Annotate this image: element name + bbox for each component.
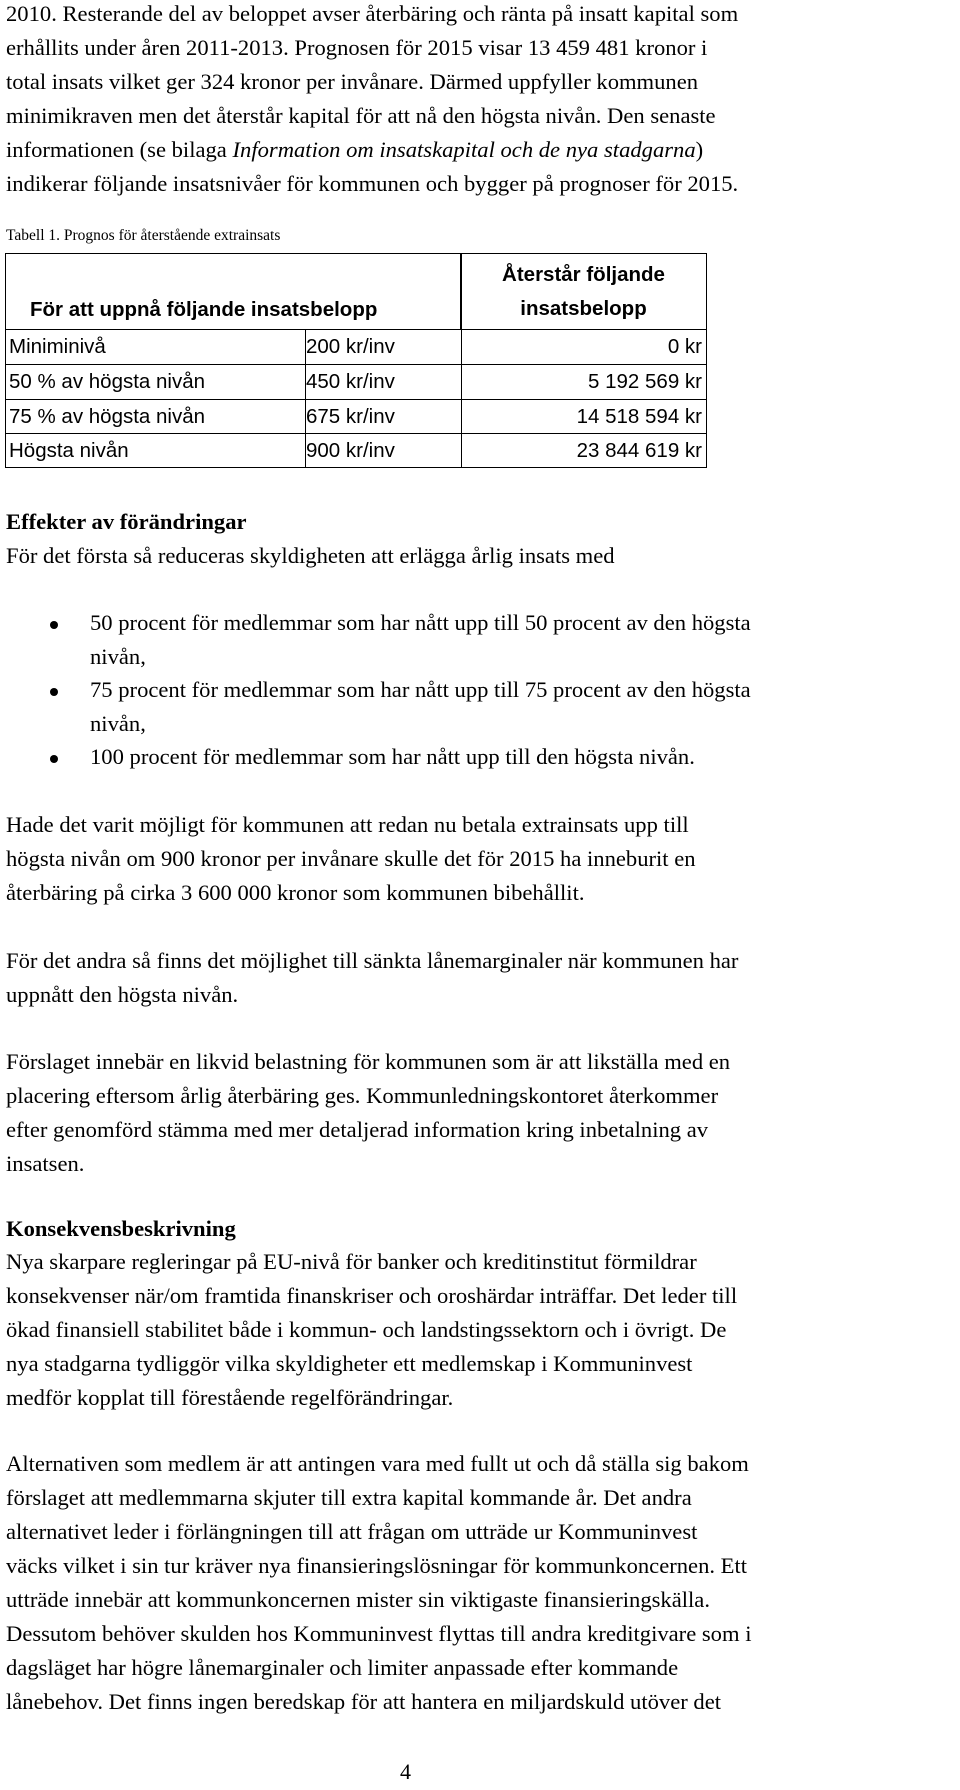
effects-heading: Effekter av förändringar <box>6 509 247 534</box>
table-row <box>6 399 706 434</box>
paragraph-line: efter genomförd stämma med mer detaljerad information kring inbetalning av <box>6 1117 709 1142</box>
paragraph-line: Hade det varit möjligt för kommunen att redan nu betala extrainsats upp till <box>6 812 689 837</box>
paragraph-line: Dessutom behöver skulden hos Kommuninvest flyttas till andra kreditgivare som i <box>6 1621 752 1646</box>
paragraph-line: förslaget att medlemmarna skjuter till extra kapital kommande år. Det andra <box>6 1485 692 1510</box>
list-item-line: 100 procent för medlemmar som har nått upp till den högsta nivån. <box>90 744 695 769</box>
row-amount: 450 kr/inv <box>306 370 395 393</box>
list-item-line: 75 procent för medlemmar som har nått upp till 75 procent av den högsta <box>90 677 751 702</box>
intro-line-post: ) <box>695 137 704 162</box>
attachment-title: Information om insatskapital och de nya stadgarna <box>232 137 696 162</box>
effects-lead <box>6 539 946 573</box>
intro-line-tail: Den senaste <box>601 103 716 128</box>
list-item-text <box>90 606 950 674</box>
effects-paragraph-2 <box>6 944 946 1012</box>
paragraph-line: uppnått den högsta nivån. <box>6 982 239 1007</box>
intro-line: total insats vilket ger 324 kronor per invånare. Därmed uppfyller kommunen <box>6 69 699 94</box>
intro-line: 2010. Resterande del av beloppet avser återbäring och ränta på insatt kapital som <box>6 1 739 26</box>
effects-paragraph-3 <box>6 1045 946 1181</box>
intro-line: indikerar följande insatsnivåer för kommunen och bygger på prognoser för 2015. <box>6 171 739 196</box>
table-header-level <box>6 254 461 329</box>
list-item-line: nivån, <box>90 644 146 669</box>
list-item-line: nivån, <box>90 711 146 736</box>
row-level: 50 % av högsta nivån <box>9 370 206 393</box>
paragraph-line: placering eftersom årlig återbäring ges. Kommunledningskontoret återkommer <box>6 1083 719 1108</box>
bullet-icon <box>50 755 58 763</box>
paragraph-line: Förslaget innebär en likvid belastning för kommunen som är att likställa med en <box>6 1049 731 1074</box>
page-number: 4 <box>400 1759 411 1784</box>
list-item-text <box>90 740 950 774</box>
row-remaining: 23 844 619 kr <box>576 439 702 462</box>
row-level: 75 % av högsta nivån <box>9 405 206 428</box>
header-col1-label: För att uppnå följande insatsbelopp <box>30 298 378 321</box>
row-remaining: 14 518 594 kr <box>576 405 702 428</box>
effects-lead-line: För det första så reduceras skyldigheten att erlägga årlig insats med <box>6 543 615 568</box>
bullet-icon <box>50 621 58 629</box>
row-level: Miniminivå <box>9 335 106 358</box>
effects-paragraph-1 <box>6 808 946 910</box>
intro-line <box>6 133 946 167</box>
row-level: Högsta nivån <box>9 439 129 462</box>
paragraph-line: väcks vilket i sin tur kräver nya finansieringslösningar för kommunkoncernen. Ett <box>6 1553 748 1578</box>
list-item-text <box>90 673 950 741</box>
paragraph-line: För det andra så finns det möjlighet till sänkta lånemarginaler när kommunen har <box>6 948 739 973</box>
intro-line-pre: informationen (se bilaga <box>6 137 233 162</box>
row-amount: 900 kr/inv <box>306 439 395 462</box>
table-row <box>6 433 706 468</box>
paragraph-line: Alternativen som medlem är att antingen vara med fullt ut och då ställa sig bakom <box>6 1451 749 1476</box>
table-row <box>6 364 706 399</box>
list-item-line: 50 procent för medlemmar som har nått upp till 50 procent av den högsta <box>90 610 751 635</box>
paragraph-line: lånebehov. Det finns ingen beredskap för att hantera en miljardskuld utöver det <box>6 1689 722 1714</box>
intro-line-text: minimikraven men det återstår kapital för att nå den högsta nivån. <box>6 103 602 128</box>
paragraph-line: återbäring på cirka 3 600 000 kronor som kommunen bibehållit. <box>6 880 585 905</box>
forecast-table <box>5 253 707 468</box>
table-header-remaining <box>461 254 706 329</box>
paragraph-line: utträde innebär att kommunkoncernen mister sin viktigaste finansieringskälla. <box>6 1587 710 1612</box>
intro-line: erhållits under åren 2011-2013. Prognosen för 2015 visar 13 459 481 kronor i <box>6 35 708 60</box>
paragraph-line: ökad finansiell stabilitet både i kommun- och landstingssektorn och i övrigt. De <box>6 1317 727 1342</box>
paragraph-line: nya stadgarna tydliggör vilka skyldigheter ett medlemskap i Kommuninvest <box>6 1351 693 1376</box>
paragraph-line: alternativet leder i förlängningen till att frågan om utträde ur Kommuninvest <box>6 1519 698 1544</box>
row-amount: 675 kr/inv <box>306 405 395 428</box>
paragraph-line: konsekvenser när/om framtida finanskriser och oroshärdar inträffar. Det leder till <box>6 1283 738 1308</box>
row-amount: 200 kr/inv <box>306 335 395 358</box>
consequences-paragraph-1 <box>6 1245 946 1415</box>
table-row <box>6 329 706 364</box>
table-caption: Tabell 1. Prognos för återstående extrainsats <box>6 227 281 244</box>
header-col3-line1: Återstår följande <box>502 263 665 286</box>
row-remaining: 5 192 569 kr <box>588 370 702 393</box>
paragraph-line: Nya skarpare regleringar på EU-nivå för banker och kreditinstitut förmildrar <box>6 1249 697 1274</box>
bullet-icon <box>50 688 58 696</box>
header-col3-line2: insatsbelopp <box>520 297 647 320</box>
paragraph-line: dagsläget har högre lånemarginaler och limiter anpassade efter kommande <box>6 1655 679 1680</box>
row-remaining: 0 kr <box>667 335 702 358</box>
consequences-paragraph-2 <box>6 1447 946 1719</box>
paragraph-line: högsta nivån om 900 kronor per invånare skulle det för 2015 ha inneburit en <box>6 846 696 871</box>
paragraph-line: insatsen. <box>6 1151 85 1176</box>
intro-paragraph <box>6 0 946 201</box>
intro-line <box>6 99 946 133</box>
paragraph-line: medför kopplat till förestående regelförändringar. <box>6 1385 454 1410</box>
consequences-heading: Konsekvensbeskrivning <box>6 1216 236 1241</box>
